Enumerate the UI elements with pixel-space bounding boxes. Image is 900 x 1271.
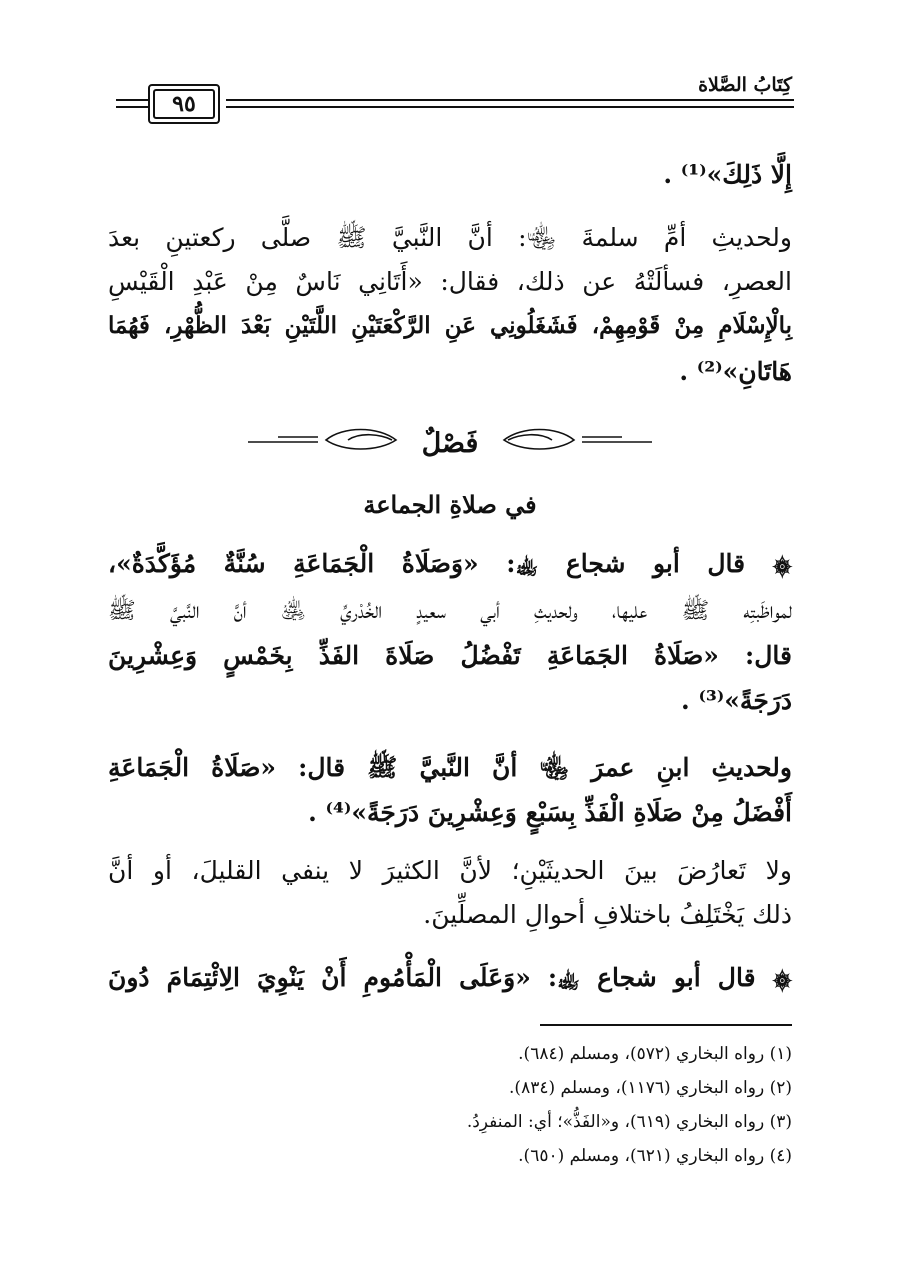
- text-line: أَفْضَلُ مِنْ صَلَاةِ الْفَذِّ بِسَبْعٍ وَعِشْرِينَ دَرَجَةً»⁽⁴⁾ .: [308, 798, 792, 827]
- text-line: ۞ قال أبو شجاع ﵀: «وَصَلَاةُ الْجَمَاعَةِ سُنَّةٌ مُؤَكَّدَةٌ»،: [108, 549, 792, 578]
- text-line: إِلَّا ذَلِكَ»⁽¹⁾ .: [663, 160, 792, 189]
- header-rule-left: [116, 99, 148, 101]
- header-rule-right: [226, 99, 794, 101]
- text-line: ولحديثِ أمِّ سلمةَ ﵄: أنَّ النَّبيَّ ﷺ صلَّى ركعتينِ بعدَ: [108, 223, 792, 252]
- header-rule-left-2: [116, 106, 148, 108]
- footnote: (٣) رواه البخاري (٦١٩)، و«الفَذُّ»؛ أي: المنفرِدُ.: [466, 1112, 792, 1132]
- header-rule-right-2: [226, 106, 794, 108]
- section-title: فَصْلٌ: [421, 428, 479, 459]
- text-line: ۞ قال أبو شجاع ﵀: «وَعَلَى الْمَأْمُومِ أَنْ يَنْوِيَ الِائْتِمَامَ دُونَ: [108, 963, 792, 992]
- section-subtitle: في صلاةِ الجماعة: [363, 490, 537, 519]
- footnote: (٢) رواه البخاري (١١٧٦)، ومسلم (٨٣٤).: [509, 1078, 792, 1098]
- footnote: (٤) رواه البخاري (٦٢١)، ومسلم (٦٥٠).: [518, 1146, 792, 1166]
- page-number: ٩٥: [172, 91, 196, 117]
- text-line: ذلك يَخْتَلِفُ باختلافِ أحوالِ المصلِّينَ.: [423, 900, 792, 929]
- text-line: ولحديثِ ابنِ عمرَ ﵄ أنَّ النَّبيَّ ﷺ قال: «صَلَاةُ الْجَمَاعَةِ: [108, 753, 792, 782]
- text-line: العصرِ، فسألَتْهُ عن ذلك، فقال: «أَتَانِي نَاسٌ مِنْ عَبْدِ الْقَيْسِ: [108, 267, 792, 296]
- page-number-frame: [148, 84, 220, 124]
- text-line: قال: «صَلَاةُ الجَمَاعَةِ تَفْضُلُ صَلَاةَ الفَذِّ بِخَمْسٍ وَعِشْرِينَ: [108, 641, 792, 670]
- text-line: لمواظَبتِه ﷺ عليها، ولحديثِ أبي سعيدٍ الخُدْريِّ ﵁ أنَّ النَّبيَّ ﷺ: [108, 598, 792, 624]
- text-line: هَاتَانِ»⁽²⁾ .: [679, 357, 792, 386]
- footnote: (١) رواه البخاري (٥٧٢)، ومسلم (٦٨٤).: [518, 1044, 792, 1064]
- text-line: دَرَجَةً»⁽³⁾ .: [681, 686, 792, 715]
- footnote-separator: [540, 1024, 792, 1026]
- book-title: كِتَابُ الصَّلاة: [698, 74, 792, 96]
- text-line: بِالْإِسْلَامِ مِنْ قَوْمِهِمْ، فَشَغَلُونِي عَنِ الرَّكْعَتَيْنِ اللَّتَيْنِ بَعْدَ الظُّهْرِ، فَهُمَا: [108, 312, 792, 339]
- text-line: ولا تَعارُضَ بينَ الحديثَيْنِ؛ لأنَّ الكثيرَ لا ينفي القليلَ، أو أنَّ: [108, 856, 792, 885]
